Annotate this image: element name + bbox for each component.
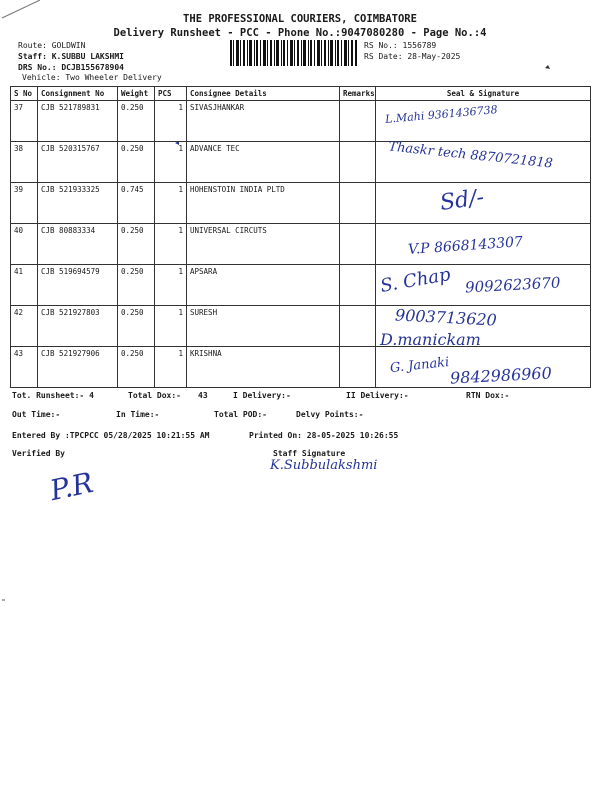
rs-number: RS No.: 1556789: [364, 41, 437, 50]
cell-remarks: [340, 101, 376, 142]
cell-consignment: CJB 80883334: [38, 224, 118, 265]
cell-sno: 43: [11, 347, 38, 388]
cell-consignment: CJB 521789831: [38, 101, 118, 142]
cell-weight: 0.250: [118, 101, 155, 142]
cell-sno: 39: [11, 183, 38, 224]
document-subtitle: Delivery Runsheet - PCC - Phone No.:9047080280 - Page No.:4: [113, 27, 487, 39]
handwritten-sig-41-phone: 9092623670: [464, 273, 561, 297]
staff-signature: K.Subbulakshmi: [270, 458, 378, 473]
cell-consignee: UNIVERSAL CIRCUTS: [187, 224, 340, 265]
cell-sno: 41: [11, 265, 38, 306]
barcode: [230, 40, 358, 66]
col-signature: Seal & Signature: [376, 87, 591, 101]
cell-pcs: 1: [155, 224, 187, 265]
table-row: [11, 183, 591, 224]
verified-by-label: Verified By: [12, 449, 65, 458]
delvy-points: Delvy Points:-: [296, 410, 364, 419]
out-time: Out Time:-: [12, 410, 61, 419]
total-dox-value: 43: [198, 391, 208, 400]
cell-weight: 0.250: [118, 265, 155, 306]
cell-weight: 0.250: [118, 347, 155, 388]
handwritten-sig-39: Sd/-: [438, 185, 486, 216]
handwritten-sig-38: Thaskr tech 8870721818: [387, 139, 554, 172]
drs-number: DRS No.: DCJB155678904: [18, 63, 124, 72]
cell-remarks: [340, 306, 376, 347]
handwritten-sig-41-name: S. Chap: [378, 264, 453, 297]
cell-pcs: 1: [155, 142, 187, 183]
table-row: [11, 101, 591, 142]
document-title: THE PROFESSIONAL COURIERS, COIMBATORE: [183, 13, 417, 25]
table-header-row: [11, 87, 591, 101]
cell-pcs: 1: [155, 306, 187, 347]
cell-sno: 38: [11, 142, 38, 183]
cell-remarks: [340, 183, 376, 224]
cell-remarks: [340, 347, 376, 388]
entered-by: Entered By :TPCPCC 05/28/2025 10:21:55 AM: [12, 431, 210, 440]
table-row: [11, 306, 591, 347]
rs-date: RS Date: 28-May-2025: [364, 52, 461, 61]
tot-runsheet: Tot. Runsheet:- 4: [12, 391, 94, 400]
cell-remarks: [340, 142, 376, 183]
col-remarks: Remarks: [340, 87, 376, 101]
total-dox-label: Total Dox:-: [128, 391, 181, 400]
col-pcs: PCS: [155, 87, 187, 101]
cell-consignment: CJB 521933325: [38, 183, 118, 224]
cell-weight: 0.250: [118, 142, 155, 183]
cell-consignment: CJB 519694579: [38, 265, 118, 306]
cell-consignee: APSARA: [187, 265, 340, 306]
handwritten-sig-42-name: D.manickam: [380, 330, 481, 349]
rtn-dox: RTN Dox:-: [466, 391, 510, 400]
handwritten-sig-43-name: G. Janaki: [389, 354, 450, 377]
in-time: In Time:-: [116, 410, 160, 419]
staff-signature-label: Staff Signature: [273, 449, 346, 458]
staff-label: Staff: K.SUBBU LAKSHMI: [18, 52, 124, 61]
cell-pcs: 1: [155, 265, 187, 306]
cell-weight: 0.745: [118, 183, 155, 224]
ii-delivery: II Delivery:-: [346, 391, 409, 400]
verifier-signature: P.R: [47, 465, 97, 508]
col-consignment: Consignment No: [38, 87, 118, 101]
handwritten-sig-42-phone: 9003713620: [394, 305, 498, 330]
cell-sno: 37: [11, 101, 38, 142]
route-label: Route: GOLDWIN: [18, 41, 86, 50]
cell-consignee: HOHENSTOIN INDIA PLTD: [187, 183, 340, 224]
cell-consignee: SURESH: [187, 306, 340, 347]
vehicle-label: Vehicle: Two Wheeler Delivery: [22, 73, 162, 82]
cell-consignment: CJB 520315767: [38, 142, 118, 183]
cell-consignee: ADVANCE TEC: [187, 142, 340, 183]
cell-remarks: [340, 265, 376, 306]
col-weight: Weight: [118, 87, 155, 101]
col-consignee: Consignee Details: [187, 87, 340, 101]
cell-pcs: 1: [155, 101, 187, 142]
cell-consignment: CJB 521927906: [38, 347, 118, 388]
printed-on: Printed On: 28-05-2025 10:26:55: [249, 431, 399, 440]
col-sno: S No: [11, 87, 38, 101]
i-delivery: I Delivery:-: [233, 391, 291, 400]
cell-pcs: 1: [155, 347, 187, 388]
handwritten-sig-37: L.Mahi 9361436738: [384, 103, 499, 126]
cell-remarks: [340, 224, 376, 265]
handwritten-sig-43-phone: 9842986960: [449, 363, 553, 388]
cell-consignee: KRISHNA: [187, 347, 340, 388]
cell-sno: 40: [11, 224, 38, 265]
handwritten-sig-40: V.P 8668143307: [407, 234, 524, 258]
cell-sno: 42: [11, 306, 38, 347]
cell-consignee: SIVASJHANKAR: [187, 101, 340, 142]
cell-weight: 0.250: [118, 224, 155, 265]
cell-pcs: 1: [155, 183, 187, 224]
cell-consignment: CJB 521927803: [38, 306, 118, 347]
total-pod: Total POD:-: [214, 410, 267, 419]
cell-weight: 0.250: [118, 306, 155, 347]
